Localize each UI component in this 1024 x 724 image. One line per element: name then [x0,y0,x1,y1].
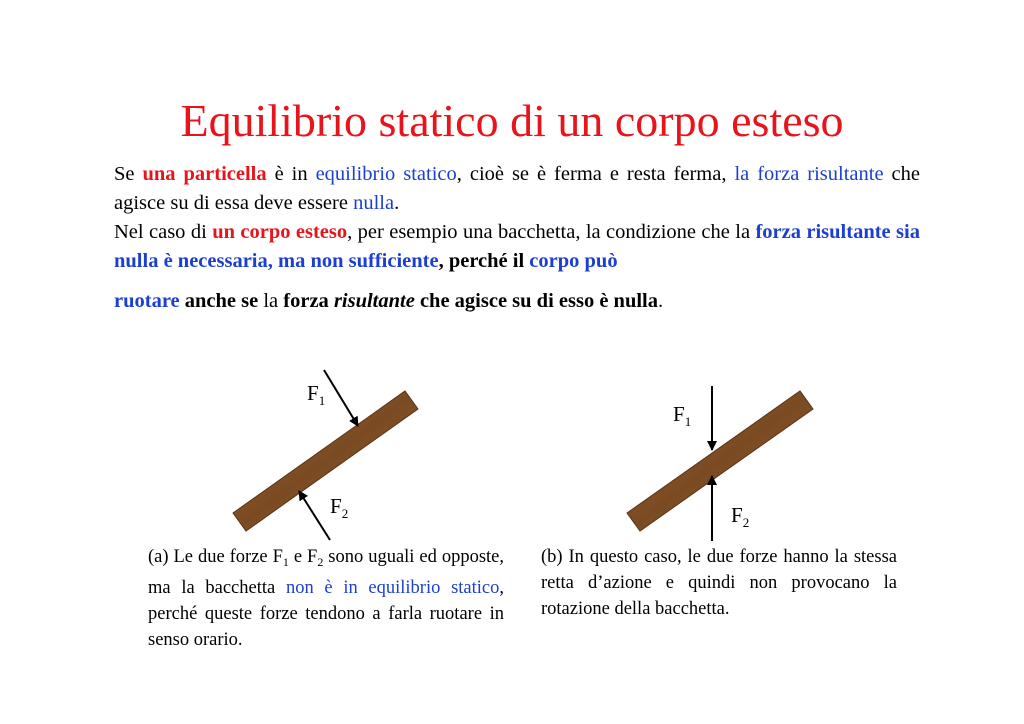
figure-b [627,386,813,541]
caption-figure-a [148,544,504,653]
label-subscript: 1 [684,414,692,429]
label-f1-b [673,402,691,430]
rod-a [233,391,418,531]
text: . [658,290,664,312]
caption-figure-b: (b) In questo caso, le due forze hanno la stessa retta d’azione e quindi non provocano la rotazione della bacchetta. [541,547,897,619]
text: , per esempio una bacchetta, la condizione che la [347,221,756,243]
highlight-resultant-force: la forza risultante [734,163,884,185]
label-subscript: 2 [341,506,349,521]
force-f2-arrow-a [299,491,330,540]
text: forza [283,290,329,312]
text: che agisce su di essa deve essere [114,163,920,214]
text: e F [288,547,318,567]
text: che agisce su di esso è nulla [414,290,658,312]
text: la [258,290,284,312]
subscript: 2 [317,555,324,569]
text-resultant-italic: risultante [333,290,415,312]
rod-b [627,391,813,531]
text: sono uguali ed opposte, ma la bacchetta [148,547,505,598]
page-title: Equilibrio statico di un corpo esteso [180,95,844,146]
text: anche se [179,290,259,312]
label-text: F [330,494,342,518]
text: , perché queste forze tendono a farla ruotare in senso orario. [148,578,504,650]
label-text: F [307,381,319,405]
subscript: 1 [282,555,289,569]
text: è in [266,163,316,185]
label-subscript: 1 [318,393,326,408]
text: , cioè se è ferma e resta ferma, [456,163,735,185]
highlight-particle: una particella [142,163,267,185]
label-f2-a [330,494,348,522]
label-f1-a [307,381,325,409]
highlight-null: nulla [353,192,395,214]
highlight-not-in-equilibrium: non è in equilibrio statico [285,578,500,598]
highlight-necessary-condition: forza risultante sia nulla è necessaria, ma non sufficiente [114,221,920,272]
force-f1-arrow-a [324,370,358,426]
text: Nel caso di [114,221,213,243]
highlight-rotate: ruotare [114,290,180,312]
label-text: F [673,402,685,426]
text: Se [114,163,143,185]
label-subscript: 2 [742,515,750,530]
highlight-static-equilibrium: equilibrio statico [315,163,457,185]
highlight-body-can: corpo può [529,250,618,272]
label-f2-b [731,503,749,531]
highlight-extended-body: un corpo esteso [212,221,348,243]
label-text: F [731,503,743,527]
text: . [394,192,400,214]
text: , perché il [438,250,530,272]
figure-a [233,370,418,540]
text: (a) Le due forze F [148,547,283,567]
